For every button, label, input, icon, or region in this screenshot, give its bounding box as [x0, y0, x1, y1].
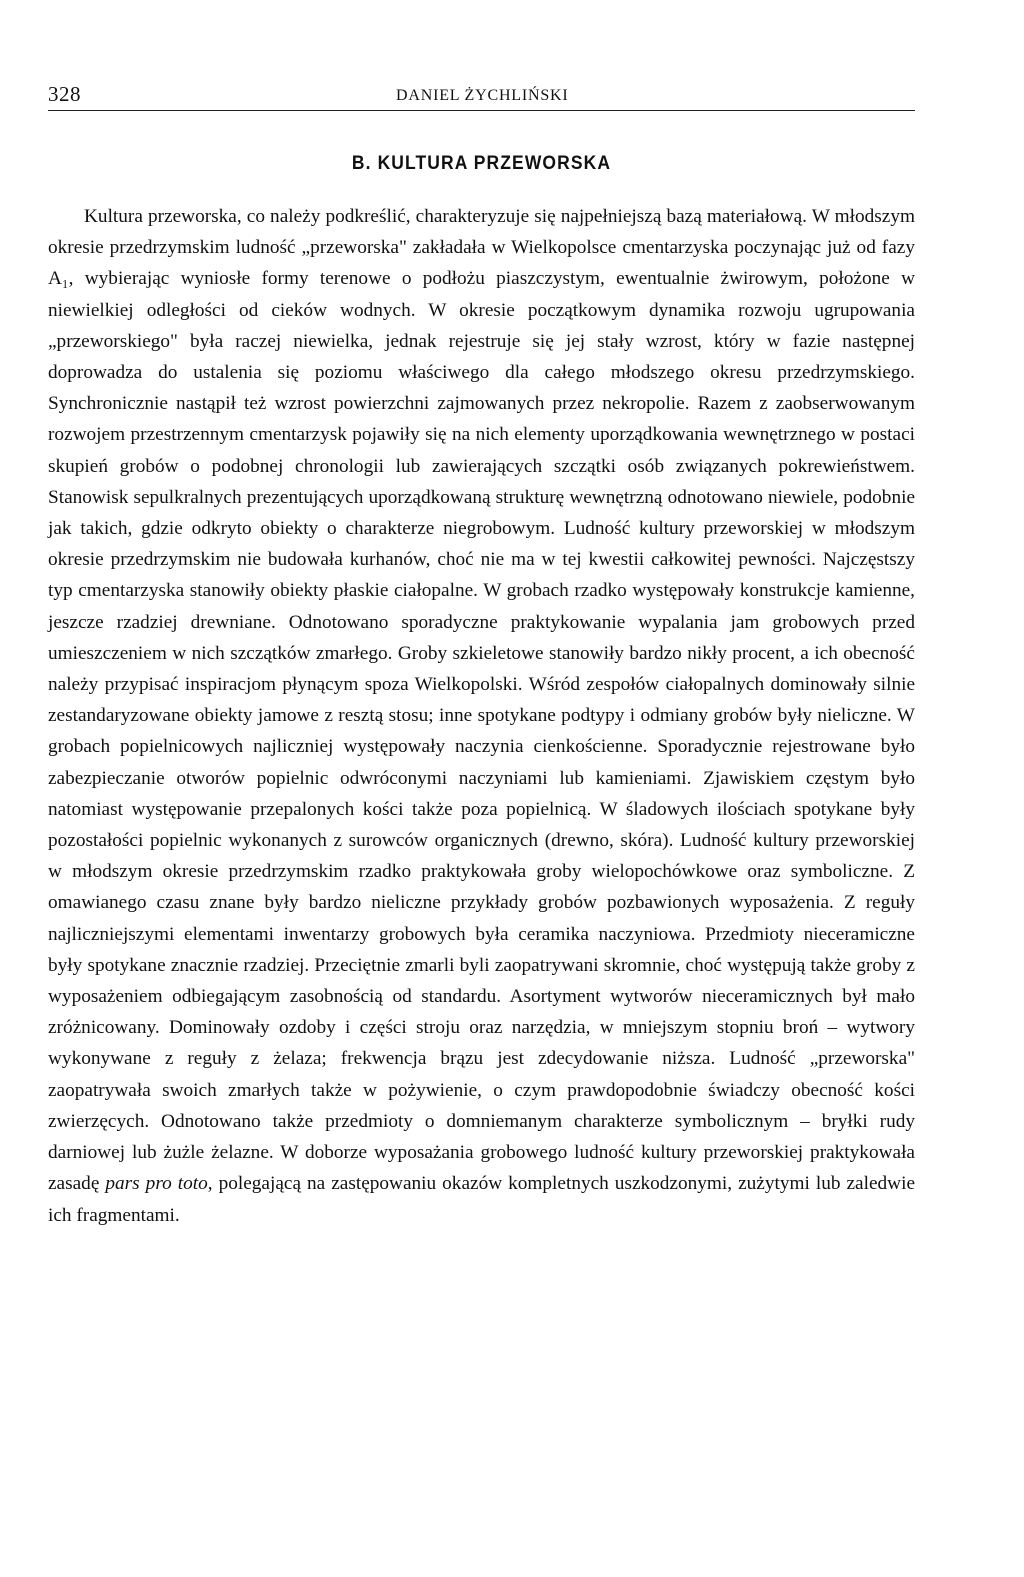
- body-text-part2: , polegającą na zastępowaniu okazów kompletnych uszkodzonymi, zużytymi lub zaledwie ich fragmentami.: [48, 1173, 916, 1226]
- running-header: [48, 60, 915, 111]
- italic-latin-phrase: pars pro toto: [105, 1173, 208, 1195]
- body-text-part1: Kultura przeworska, co należy podkreślić, charakteryzuje się najpełniejszą bazą materiałową. W młodszym okresie przedrzymskim ludność „przeworska" zakładała w Wielkopolsce cmentarzyska poczynając już od fazy A₁, wybierając wyniosłe formy terenowe o podłożu piaszczystym, ewentualnie żwirowym, położone w niewielkiej odległości od cieków wodnych. W okresie początkowym dynamika rozwoju ugrupowania „przeworskiego" była raczej niewielka, jednak rejestruje się jej stały wzrost, który w fazie następnej doprowadza do ustalenia się poziomu właściwego dla całego młodszego okresu przedrzymskiego. Synchronicznie nastąpił też wzrost powierzchni zajmowanych przez nekropolie. Razem z zaobserwowanym rozwojem przestrzennym cmentarzysk pojawiły się na nich elementy uporządkowania wewnętrznego w postaci skupień grobów o podobnej chronologii lub zawierających szczątki osób związanych pokrewieństwem. Stanowisk sepulkralnych prezentujących uporządkowaną strukturę wewnętrzną odnotowano niewiele, podobnie jak takich, gdzie odkryto obiekty o charakterze niegrobowym. Ludność kultury przeworskiej w młodszym okresie przedrzymskim nie budowała kurhanów, choć nie ma w tej kwestii całkowitej pewności. Najczęstszy typ cmentarzyska stanowiły obiekty płaskie ciałopalne. W grobach rzadko występowały konstrukcje kamienne, jeszcze rzadziej drewniane. Odnotowano sporadyczne praktykowanie wypalania jam grobowych przed umieszczeniem w nich szczątków zmarłego. Groby szkieletowe stanowiły bardzo nikły procent, a ich obecność należy przypisać inspiracjom płynącym spoza Wielkopolski. Wśród zespołów ciałopalnych dominowały silnie zestandaryzowane obiekty jamowe z resztą stosu; inne spotykane podtypy i odmiany grobów były nieliczne. W grobach popielnicowych najliczniej występowały naczynia cienkościenne. Sporadycznie rejestrowane było zabezpieczanie otworów popielnic odwróconymi naczyniami lub kamieniami. Zjawiskiem częstym było natomiast występowanie przepalonych kości także poza popielnicą. W śladowych ilościach spotykane były pozostałości popielnic wykonanych z surowców organicznych (drewno, skóra). Ludność kultury przeworskiej w młodszym okresie przedrzymskim rzadko praktykowała groby wielopochówkowe oraz symboliczne. Z omawianego czasu znane były bardzo nieliczne przykłady grobów pozbawionych wyposażenia. Z reguły najliczniejszymi elementami inwentarzy grobowych była ceramika naczyniowa. Przedmioty nieceramiczne były spotykane znacznie rzadziej. Przeciętnie zmarli byli zaopatrywani skromnie, choć występują także groby z wyposażeniem odbiegającym zasobnością od standardu. Asortyment wytworów nieceramicznych był mało zróżnicowany. Dominowały ozdoby i części stroju oraz narzędzia, w mniejszym stopniu broń – wytwory wykonywane z reguły z żelaza; frekwencja brązu jest zdecydowanie niższa. Ludność „przeworska" zaopatrywała swoich zmarłych także w pożywienie, o czym prawdopodobnie świadczy obecność kości zwierzęcych. Odnotowano także przedmioty o domniemanym charakterze symbolicznym – bryłki rudy darniowej lub żużle żelazne. W doborze wyposażania grobowego ludność kultury przeworskiej praktykowała zasadę: [48, 206, 915, 1195]
- running-header-author: DANIEL ŻYCHLIŃSKI: [396, 87, 569, 104]
- document-page: [48, 60, 915, 1231]
- page-number: 328: [48, 82, 81, 106]
- section-title: B. KULTURA PRZEWORSKA: [351, 153, 612, 174]
- body-paragraph: [48, 201, 915, 1231]
